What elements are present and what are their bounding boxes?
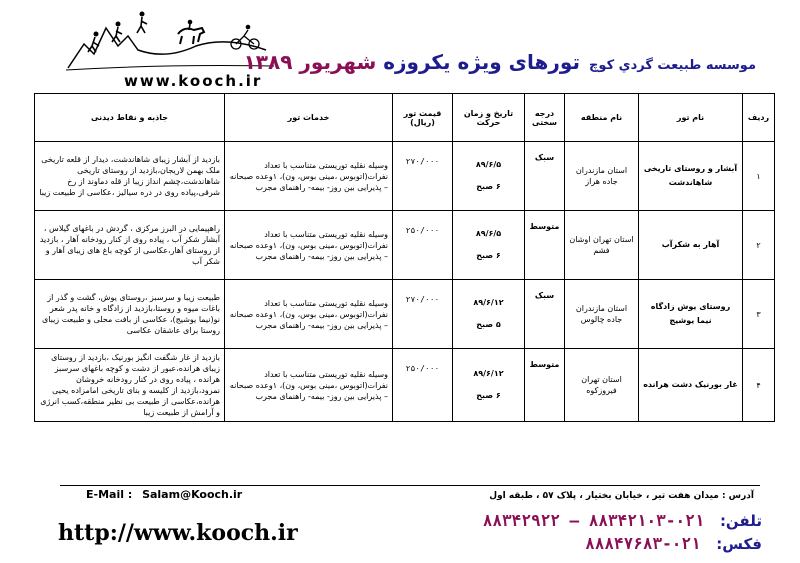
tour-price: ۲۷۰/۰۰۰ [393, 142, 453, 211]
tour-region: استان تهران اوشان فشم [565, 211, 639, 280]
tour-time: ۶ صبح [476, 251, 501, 260]
tour-time: ۶ صبح [476, 391, 501, 400]
column-header-services: خدمات تور [225, 94, 393, 142]
tour-datetime [453, 349, 525, 422]
tour-time: ۵ صبح [476, 320, 501, 329]
fax-label: فکس: [716, 535, 762, 553]
footer-fax [585, 534, 762, 553]
website-link[interactable]: http://www.kooch.ir [58, 520, 298, 546]
tour-level: متوسط [525, 211, 565, 280]
table-row [35, 280, 775, 349]
tour-date: ۸۹/۶/۵ [475, 160, 502, 169]
column-header-name: نام تور [639, 94, 743, 142]
tour-region: استان تهران فیروزکوه [565, 349, 639, 422]
footer-phone [483, 511, 762, 530]
organization-name: موسسه طبيعت گردي كوچ [589, 58, 756, 73]
tour-datetime [453, 211, 525, 280]
tour-date: ۸۹/۶/۱۲ [473, 298, 504, 307]
tour-services: وسیله نقلیه توریستی متناسب با تعداد نفرات(اتوبوس ،مینی بوس، ون)، ۱وعده صبحانه – پذیرایی بین روز- بیمه- راهنمای مجرب [225, 280, 393, 349]
column-header-price: قیمت تور (ریال) [393, 94, 453, 142]
tour-time: ۶ صبح [476, 182, 501, 191]
tour-price: ۲۷۰/۰۰۰ [393, 280, 453, 349]
table-row [35, 211, 775, 280]
footer-email [86, 488, 242, 501]
tour-attractions: بازدید از غار شگفت انگیز بورنیک ،بازدید از روستای زیبای هرانده،عبور از دشت و کوچه باغهای سرسبز هرانده ، پیاده روی در کنار رودخانه خروشان نمرود،بازدید از کلیسه و بنای تاریخی امامزاده یحیی هرانده،عکاسی از طبیعت بی نظیر منطقه،کسب انرژی و آرامش از طبیعت زیبا [35, 349, 225, 422]
tour-region: استان مازندران جاده هراز [565, 142, 639, 211]
tour-attractions: طبیعت زیبا و سرسبز ،روستای یوش، گشت و گذر از باغات میوه و روستا،بازدید از زادگاه و خانه پدر شعر نو(نیما یوشیج)، عکاسی از بافت محلی و طبیعت زیبای روستا برای عاشقان عکاسی [35, 280, 225, 349]
row-index: ۲ [743, 211, 775, 280]
table-row [35, 142, 775, 211]
row-index: ۳ [743, 280, 775, 349]
title-block [244, 50, 756, 74]
email-label: E-Mail : [86, 488, 133, 501]
column-header-idx: ردیف [743, 94, 775, 142]
email-link[interactable]: Salam@Kooch.ir [142, 488, 243, 501]
column-header-region: نام منطقه [565, 94, 639, 142]
tour-name: روستای یوش زادگاه نیما یوشیج [639, 280, 743, 349]
tour-region: استان مازندران جاده چالوس [565, 280, 639, 349]
tour-date: ۸۹/۶/۱۲ [473, 369, 504, 378]
tour-level: سبک [525, 142, 565, 211]
header [0, 0, 800, 92]
tour-price: ۲۵۰/۰۰۰ [393, 349, 453, 422]
column-header-datetime: تاریخ و زمان حرکت [453, 94, 525, 142]
kooch-logo [66, 6, 276, 90]
table-header-row [35, 94, 775, 142]
tour-services: وسیله نقلیه توریستی متناسب با تعداد نفرات(اتوبوس ،مینی بوس، ون)، ۱وعده صبحانه – پذیرایی بین روز- بیمه- راهنمای مجرب [225, 142, 393, 211]
footer-address: آدرس : میدان هفت تیر ، خیابان بختیار ، پلاک ۵۷ ، طبقه اول [489, 491, 754, 501]
tour-price: ۲۵۰/۰۰۰ [393, 211, 453, 280]
row-index: ۴ [743, 349, 775, 422]
tour-name: غار بورنیک دشت هرانده [639, 349, 743, 422]
column-header-attractions: جاذبه و نقاط دیدنی [35, 94, 225, 142]
tour-attractions: بازدید از آبشار زیبای شاهاندشت، دیدار از قلعه تاریخی ملک بهمن لاریجان،بازدید از روستای تاریخی شاهاندشت،چشم انداز زیبا از قله دماوند از رخ شرقی،پیاده روی در دره سیالیز ،عکاسی از طبیعت زیبا [35, 142, 225, 211]
tour-level: متوسط [525, 349, 565, 422]
tour-level: سبک [525, 280, 565, 349]
tour-datetime [453, 142, 525, 211]
tour-services: وسیله نقلیه توریستی متناسب با تعداد نفرات(اتوبوس ،مینی بوس، ون)، ۱وعده صبحانه – پذیرایی بین روز- بیمه- راهنمای مجرب [225, 349, 393, 422]
phone-label: تلفن: [719, 512, 762, 530]
tour-date: ۸۹/۶/۵ [475, 229, 502, 238]
tour-attractions: راهپیمایی در البرز مرکزی ، گردش در باغهای گیلاس ، آبشار شکر آب ، پیاده روی از کنار رودخانه آهار ، بازدید از روستای آهار،عکاسی از کوچه باغ های زیبای آهار و شکر آب [35, 211, 225, 280]
tour-name: آهار به شکرآب [639, 211, 743, 280]
table-row [35, 349, 775, 422]
phone-value: ۰۲۱-۸۸۳۴۲۱۰۳ – ۸۸۳۴۲۹۲۲ [482, 511, 705, 530]
logo-url: www.kooch.ir [124, 72, 263, 90]
tour-services: وسیله نقلیه توریستی متناسب با تعداد نفرات(اتوبوس ،مینی بوس، ون)، ۱وعده صبحانه – پذیرایی بین روز- بیمه- راهنمای مجرب [225, 211, 393, 280]
tour-title-date: شهریور ۱۳۸۹ [243, 50, 377, 74]
row-index: ۱ [743, 142, 775, 211]
tour-table [34, 93, 775, 422]
fax-value: ۰۲۱-۸۸۸۴۷۶۸۳ [585, 534, 701, 553]
tour-name: آبشار و روستای تاریخی شاهاندشت [639, 142, 743, 211]
footer-divider [60, 485, 760, 486]
column-header-level: درجه سختی [525, 94, 565, 142]
tour-title-main: تورهای ویژه یکروزه [383, 50, 580, 74]
tour-title [244, 50, 580, 74]
tour-datetime [453, 280, 525, 349]
